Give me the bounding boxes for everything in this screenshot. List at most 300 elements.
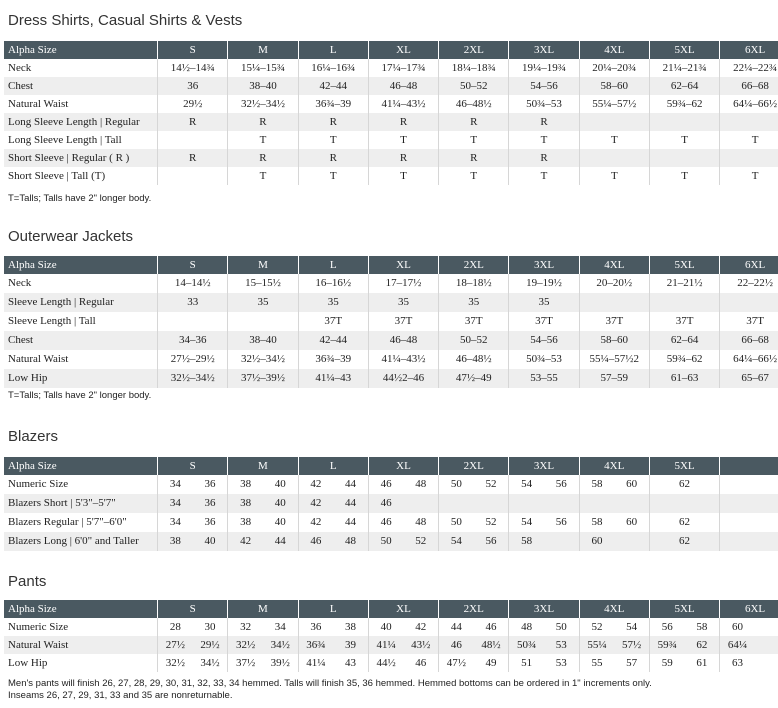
outerwear-cell: 41¼–43½ xyxy=(368,350,438,369)
outerwear-cell: 22–22½ xyxy=(720,274,778,293)
outerwear-cell: 42–44 xyxy=(298,331,368,350)
shirts-row-label: Short Sleeve | Regular ( R ) xyxy=(4,149,158,167)
pants-header-row xyxy=(4,600,778,618)
pants-cell: 48 xyxy=(509,618,544,636)
blazers-cell xyxy=(720,494,755,513)
pants-header-cell: L xyxy=(298,600,368,618)
outerwear-row-label: Chest xyxy=(4,331,158,350)
blazers-cell: 60 xyxy=(626,516,638,528)
outerwear-header-cell: Alpha Size xyxy=(4,256,158,274)
shirts-header-cell: M xyxy=(228,41,298,59)
pants-cell: 38 xyxy=(345,621,356,633)
blazers-cell xyxy=(544,494,579,513)
pants-cell: 55¼ xyxy=(579,636,614,654)
blazers-cell xyxy=(614,532,649,551)
shirts-size-table xyxy=(4,41,778,185)
pants-cell: 43½ xyxy=(403,636,438,654)
blazers-cell: 46 xyxy=(368,513,403,532)
outerwear-cell: 37T xyxy=(509,312,579,331)
shirts-cell: R xyxy=(298,113,368,131)
pants-cell: 61 xyxy=(696,657,708,669)
shirts-cell: R xyxy=(509,149,579,167)
blazers-cell xyxy=(579,494,614,513)
shirts-header-cell: S xyxy=(158,41,228,59)
shirts-cell: T xyxy=(368,167,438,185)
blazers-header-cell: XL xyxy=(368,457,438,475)
blazers-row-label: Blazers Regular | 5'7"–6'0" xyxy=(8,516,127,528)
outerwear-cell: 62–64 xyxy=(649,331,719,350)
outerwear-cell: 37T xyxy=(298,312,368,331)
blazers-cell: 36 xyxy=(204,478,216,490)
shirts-cell: T xyxy=(509,167,579,185)
shirts-cell: T xyxy=(720,131,778,149)
blazers-cell: 52 xyxy=(485,516,497,528)
pants-cell xyxy=(755,654,778,672)
shirts-cell: 22¼–22¾ xyxy=(720,59,778,77)
blazers-cell: 62 xyxy=(649,513,719,532)
blazers-cell xyxy=(755,494,778,513)
outerwear-cell: 16–16½ xyxy=(298,274,368,293)
pants-cell: 58 xyxy=(696,621,708,633)
pants-cell: 41¼ xyxy=(298,654,333,672)
blazers-cell: 62 xyxy=(649,532,719,551)
outerwear-header-cell: L xyxy=(298,256,368,274)
shirts-title: Dress Shirts, Casual Shirts & Vests xyxy=(8,12,243,29)
outerwear-row-label: Low Hip xyxy=(4,369,158,388)
pants-cell xyxy=(755,618,778,636)
shirts-cell: 62–64 xyxy=(649,77,719,95)
pants-cell: 63 xyxy=(720,654,755,672)
blazers-cell: 38 xyxy=(228,475,263,494)
blazers-cell: 36 xyxy=(204,516,216,528)
outerwear-header-cell: 3XL xyxy=(509,256,579,274)
pants-row xyxy=(4,636,778,654)
blazers-header-cell: 4XL xyxy=(579,457,649,475)
shirts-cell: 66–68 xyxy=(720,77,778,95)
pants-cell: 60 xyxy=(720,618,755,636)
blazers-cell: 48 xyxy=(415,516,427,528)
shirts-cell: R xyxy=(368,149,438,167)
pants-header-cell: 6XL xyxy=(720,600,778,618)
outerwear-cell: 50–52 xyxy=(439,331,509,350)
shirts-cell: T xyxy=(439,131,509,149)
outerwear-cell: 37T xyxy=(439,312,509,331)
shirts-header-cell: 4XL xyxy=(579,41,649,59)
outerwear-row xyxy=(4,331,778,350)
outerwear-cell: 15–15½ xyxy=(228,274,298,293)
blazers-cell: 44 xyxy=(333,494,368,513)
blazers-cell xyxy=(720,475,755,494)
pants-cell: 40 xyxy=(368,618,403,636)
shirts-row-label: Short Sleeve | Tall (T) xyxy=(8,170,106,182)
pants-row xyxy=(4,618,778,636)
blazers-cell: 38 xyxy=(158,532,193,551)
shirts-cell: T xyxy=(579,167,649,185)
outerwear-cell: 57–59 xyxy=(579,369,649,388)
blazers-cell: 54 xyxy=(439,532,474,551)
blazers-cell xyxy=(755,475,778,494)
blazers-header-cell: Alpha Size xyxy=(4,457,158,475)
shirts-cell: 15¼–15¾ xyxy=(228,59,298,77)
blazers-cell: 42 xyxy=(228,532,263,551)
outerwear-header-cell: S xyxy=(158,256,228,274)
outerwear-header-row xyxy=(4,256,778,274)
pants-cell: 59¾ xyxy=(649,636,684,654)
blazers-cell xyxy=(544,532,579,551)
shirts-cell: T xyxy=(509,131,579,149)
pants-header-cell: Alpha Size xyxy=(4,600,158,618)
shirts-cell xyxy=(158,131,228,149)
pants-cell: 44 xyxy=(439,618,474,636)
blazers-cell xyxy=(403,494,438,513)
pants-note-line1: Men's pants will finish 26, 27, 28, 29, 30, 31, 32, 33, 34 hemmed. Talls will finish 35, 36 hemmed. Hemmed bottoms can be ordered in 1" increments only. xyxy=(8,678,652,689)
outerwear-cell: 37T xyxy=(368,312,438,331)
blazers-cell: 42 xyxy=(298,475,333,494)
blazers-cell: 44 xyxy=(345,516,356,528)
pants-header-cell: M xyxy=(228,600,298,618)
shirts-cell: T xyxy=(579,131,649,149)
pants-cell: 27½ xyxy=(158,636,193,654)
shirts-cell: R xyxy=(158,149,228,167)
pants-header-cell: S xyxy=(158,600,228,618)
blazers-title: Blazers xyxy=(8,428,59,445)
pants-cell: 41¼ xyxy=(368,636,403,654)
pants-cell: 64¼ xyxy=(720,636,755,654)
blazers-cell: 50 xyxy=(439,475,474,494)
outerwear-row xyxy=(4,369,778,388)
outerwear-note: T=Talls; Talls have 2" longer body. xyxy=(8,390,152,401)
shirts-header-cell: XL xyxy=(368,41,438,59)
pants-header-cell: XL xyxy=(368,600,438,618)
blazers-row xyxy=(4,494,778,513)
shirts-cell xyxy=(649,149,719,167)
blazers-header-cell: 2XL xyxy=(439,457,509,475)
outerwear-cell: 53–55 xyxy=(509,369,579,388)
outerwear-cell: 38–40 xyxy=(228,331,298,350)
pants-size-table xyxy=(4,600,778,672)
outerwear-cell xyxy=(158,312,228,331)
outerwear-cell xyxy=(228,312,298,331)
blazers-cell: 44 xyxy=(263,532,298,551)
outerwear-cell: 55¼–57½2 xyxy=(579,350,649,369)
pants-header-cell: 5XL xyxy=(649,600,719,618)
outerwear-row xyxy=(4,293,778,312)
outerwear-cell: 50¾–53 xyxy=(509,350,579,369)
blazers-cell: 40 xyxy=(274,478,286,490)
outerwear-cell: 44½2–46 xyxy=(368,369,438,388)
outerwear-header-cell: 6XL xyxy=(720,256,778,274)
shirts-cell: R xyxy=(228,113,298,131)
blazers-row-label: Blazers Short | 5'3"–5'7" xyxy=(4,494,158,513)
pants-cell: 46 xyxy=(415,657,427,669)
blazers-cell: 36 xyxy=(193,494,228,513)
shirts-row xyxy=(4,113,778,131)
blazers-cell xyxy=(649,494,719,513)
pants-cell: 44½ xyxy=(368,654,403,672)
blazers-cell xyxy=(720,513,755,532)
pants-cell: 39½ xyxy=(270,657,290,669)
outerwear-row-label: Natural Waist xyxy=(8,353,69,365)
shirts-note: T=Talls; Talls have 2" longer body. xyxy=(8,193,152,204)
pants-cell: 36 xyxy=(298,618,333,636)
outerwear-header-cell: XL xyxy=(368,256,438,274)
outerwear-cell: 66–68 xyxy=(720,331,778,350)
shirts-cell: R xyxy=(439,113,509,131)
shirts-cell: R xyxy=(509,113,579,131)
outerwear-header-cell: 5XL xyxy=(649,256,719,274)
blazers-cell: 44 xyxy=(345,478,356,490)
outerwear-row-label: Sleeve Length | Tall xyxy=(8,315,96,327)
pants-cell: 56 xyxy=(649,618,684,636)
shirts-row-label: Chest xyxy=(4,77,158,95)
shirts-cell: R xyxy=(298,149,368,167)
outerwear-cell: 37T xyxy=(649,312,719,331)
outerwear-cell: 27½–29½ xyxy=(158,350,228,369)
outerwear-cell: 35 xyxy=(439,293,509,312)
outerwear-cell: 59¾–62 xyxy=(649,350,719,369)
shirts-header-cell: Alpha Size xyxy=(4,41,158,59)
outerwear-row xyxy=(4,274,778,293)
pants-row xyxy=(4,654,778,672)
outerwear-row xyxy=(4,350,778,369)
pants-cell: 43 xyxy=(345,657,356,669)
shirts-cell: R xyxy=(439,149,509,167)
shirts-cell: T xyxy=(439,167,509,185)
pants-cell: 53 xyxy=(544,636,579,654)
shirts-row-label: Long Sleeve Length | Regular xyxy=(4,113,158,131)
outerwear-row-label: Sleeve Length | Regular xyxy=(4,293,158,312)
blazers-cell: 40 xyxy=(274,516,286,528)
outerwear-cell: 61–63 xyxy=(649,369,719,388)
shirts-cell xyxy=(720,113,778,131)
pants-cell: 50 xyxy=(555,621,567,633)
shirts-cell xyxy=(579,113,649,131)
pants-cell: 53 xyxy=(555,657,567,669)
shirts-cell: 17¼–17¾ xyxy=(368,59,438,77)
shirts-cell: 55¼–57½ xyxy=(579,95,649,113)
pants-cell: 39 xyxy=(333,636,368,654)
pants-row-label: Low Hip xyxy=(8,657,48,669)
pants-cell: 52 xyxy=(579,618,614,636)
pants-cell: 46 xyxy=(439,636,474,654)
shirts-cell: 46–48½ xyxy=(439,95,509,113)
outerwear-size-table xyxy=(4,256,778,388)
outerwear-cell: 54–56 xyxy=(509,331,579,350)
shirts-row-label: Neck xyxy=(8,62,32,74)
outerwear-cell: 20–20½ xyxy=(579,274,649,293)
shirts-cell: 38–40 xyxy=(228,77,298,95)
outerwear-cell: 58–60 xyxy=(579,331,649,350)
pants-cell: 50¾ xyxy=(509,636,544,654)
outerwear-cell: 37T xyxy=(720,312,778,331)
blazers-cell: 34 xyxy=(158,475,193,494)
shirts-cell: 42–44 xyxy=(298,77,368,95)
shirts-row xyxy=(4,59,778,77)
outerwear-cell: 46–48 xyxy=(368,331,438,350)
outerwear-cell: 46–48½ xyxy=(439,350,509,369)
pants-cell: 34 xyxy=(274,621,286,633)
outerwear-cell: 32½–34½ xyxy=(228,350,298,369)
blazers-cell: 56 xyxy=(555,478,567,490)
blazers-cell: 58 xyxy=(579,513,614,532)
outerwear-row xyxy=(4,312,778,331)
shirts-cell: T xyxy=(649,167,719,185)
pants-cell: 51 xyxy=(509,654,544,672)
shirts-cell: 54–56 xyxy=(509,77,579,95)
shirts-cell: R xyxy=(368,113,438,131)
pants-row-label: Numeric Size xyxy=(8,621,69,633)
shirts-cell: T xyxy=(720,167,778,185)
outerwear-cell: 35 xyxy=(368,293,438,312)
shirts-header-cell: 2XL xyxy=(439,41,509,59)
outerwear-cell: 19–19½ xyxy=(509,274,579,293)
blazers-cell: 58 xyxy=(579,475,614,494)
shirts-row xyxy=(4,95,778,113)
outerwear-cell: 41¼–43 xyxy=(298,369,368,388)
pants-header-cell: 4XL xyxy=(579,600,649,618)
shirts-cell: 50¾–53 xyxy=(509,95,579,113)
pants-cell: 49 xyxy=(485,657,497,669)
shirts-header-cell: 6XL xyxy=(720,41,778,59)
blazers-cell xyxy=(755,532,778,551)
blazers-cell: 52 xyxy=(403,532,438,551)
shirts-cell: 16¼–16¾ xyxy=(298,59,368,77)
blazers-row xyxy=(4,532,778,551)
blazers-cell: 42 xyxy=(298,494,333,513)
shirts-cell: 36 xyxy=(158,77,228,95)
blazers-cell: 34 xyxy=(158,513,193,532)
outerwear-cell xyxy=(720,293,778,312)
outerwear-header-cell: 2XL xyxy=(439,256,509,274)
shirts-row xyxy=(4,77,778,95)
outerwear-cell: 64¼–66½ xyxy=(720,350,778,369)
shirts-cell xyxy=(579,149,649,167)
pants-cell: 47½ xyxy=(439,654,474,672)
shirts-cell xyxy=(720,149,778,167)
blazers-cell: 46 xyxy=(368,475,403,494)
shirts-cell: T xyxy=(228,131,298,149)
pants-cell: 28 xyxy=(158,618,193,636)
blazers-cell: 56 xyxy=(474,532,509,551)
shirts-row xyxy=(4,131,778,149)
blazers-header-cell: L xyxy=(298,457,368,475)
shirts-cell: 36¾–39 xyxy=(298,95,368,113)
outerwear-cell: 35 xyxy=(228,293,298,312)
blazers-cell: 60 xyxy=(579,532,614,551)
blazers-cell: 34 xyxy=(158,494,193,513)
pants-note-line2: Inseams 26, 27, 29, 31, 33 and 35 are nonreturnable. xyxy=(8,690,233,701)
blazers-cell: 38 xyxy=(228,494,263,513)
blazers-size-table xyxy=(4,457,778,551)
blazers-header-cell xyxy=(720,457,778,475)
outerwear-title: Outerwear Jackets xyxy=(8,228,134,245)
blazers-cell: 54 xyxy=(509,475,544,494)
blazers-cell: 52 xyxy=(485,478,497,490)
shirts-row xyxy=(4,167,778,185)
outerwear-cell: 35 xyxy=(509,293,579,312)
blazers-cell xyxy=(474,494,509,513)
pants-row-label: Natural Waist xyxy=(4,636,158,654)
pants-cell: 42 xyxy=(415,621,427,633)
shirts-header-row xyxy=(4,41,778,59)
outerwear-cell: 34–36 xyxy=(158,331,228,350)
pants-cell: 59 xyxy=(649,654,684,672)
blazers-cell: 48 xyxy=(333,532,368,551)
pants-cell xyxy=(755,636,778,654)
shirts-header-cell: 3XL xyxy=(509,41,579,59)
shirts-header-cell: L xyxy=(298,41,368,59)
shirts-cell: 59¾–62 xyxy=(649,95,719,113)
blazers-header-row xyxy=(4,457,778,475)
blazers-cell xyxy=(439,494,474,513)
outerwear-cell: 65–67 xyxy=(720,369,778,388)
outerwear-cell xyxy=(579,293,649,312)
outerwear-cell: 21–21½ xyxy=(649,274,719,293)
shirts-row-label: Natural Waist xyxy=(8,98,69,110)
blazers-cell: 40 xyxy=(193,532,228,551)
blazers-cell xyxy=(755,513,778,532)
blazers-header-cell: 3XL xyxy=(509,457,579,475)
blazers-cell: 62 xyxy=(649,475,719,494)
shirts-cell: T xyxy=(649,131,719,149)
shirts-cell xyxy=(158,167,228,185)
blazers-row-label: Numeric Size xyxy=(8,478,69,490)
shirts-cell: 50–52 xyxy=(439,77,509,95)
blazers-cell: 38 xyxy=(228,513,263,532)
pants-cell: 57 xyxy=(626,657,638,669)
pants-header-cell: 2XL xyxy=(439,600,509,618)
shirts-cell: 41¼–43½ xyxy=(368,95,438,113)
blazers-cell: 42 xyxy=(298,513,333,532)
pants-cell: 62 xyxy=(685,636,720,654)
blazers-row-label: Blazers Long | 6'0" and Taller xyxy=(4,532,158,551)
pants-cell: 55 xyxy=(579,654,614,672)
blazers-cell xyxy=(509,494,544,513)
shirts-cell: 18¼–18¾ xyxy=(439,59,509,77)
shirts-cell: R xyxy=(228,149,298,167)
shirts-cell: 19¼–19¾ xyxy=(509,59,579,77)
blazers-cell xyxy=(614,494,649,513)
blazers-row xyxy=(4,513,778,532)
shirts-row xyxy=(4,149,778,167)
pants-cell: 37½ xyxy=(228,654,263,672)
blazers-cell xyxy=(720,532,755,551)
outerwear-cell: 47½–49 xyxy=(439,369,509,388)
blazers-cell: 46 xyxy=(368,494,403,513)
pants-cell: 57½ xyxy=(614,636,649,654)
outerwear-header-cell: 4XL xyxy=(579,256,649,274)
pants-cell: 32 xyxy=(228,618,263,636)
outerwear-cell: 37½–39½ xyxy=(228,369,298,388)
shirts-cell: 46–48 xyxy=(368,77,438,95)
outerwear-cell: 36¾–39 xyxy=(298,350,368,369)
pants-header-cell: 3XL xyxy=(509,600,579,618)
shirts-cell: T xyxy=(368,131,438,149)
blazers-header-cell: M xyxy=(228,457,298,475)
shirts-header-cell: 5XL xyxy=(649,41,719,59)
blazers-header-cell: 5XL xyxy=(649,457,719,475)
blazers-row xyxy=(4,475,778,494)
pants-cell: 54 xyxy=(626,621,638,633)
outerwear-header-cell: M xyxy=(228,256,298,274)
blazers-cell: 40 xyxy=(263,494,298,513)
shirts-cell: T xyxy=(228,167,298,185)
outerwear-cell: 33 xyxy=(158,293,228,312)
outerwear-cell xyxy=(649,293,719,312)
pants-title: Pants xyxy=(8,573,47,590)
pants-cell: 48½ xyxy=(474,636,509,654)
pants-cell: 30 xyxy=(204,621,216,633)
